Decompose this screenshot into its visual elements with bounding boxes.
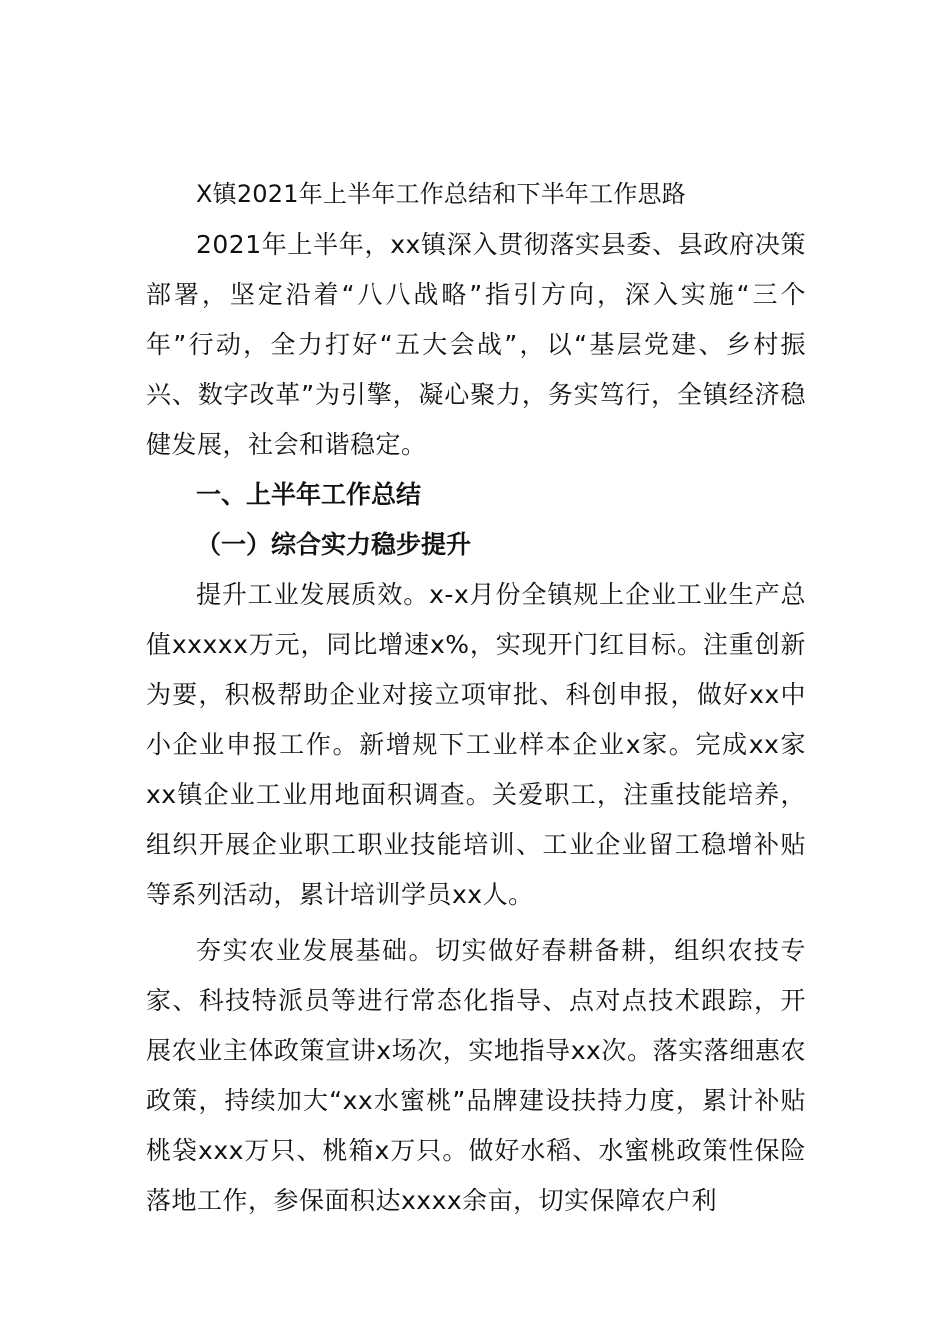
industry-paragraph: 提升工业发展质效。x-x月份全镇规上企业工业生产总值xxxxx万元，同比增速x%，实现开门红目标。注重创新为要，积极帮助企业对接立项审批、科创申报，做好xx中小企业申报工作。新增规下工业样本企业x家。完成xx家xx镇企业工业用地面积调查。关爱职工，注重技能培养，组织开展企业职工职业技能培训、工业企业留工稳增补贴等系列活动，累计培训学员xx人。 <box>146 580 806 909</box>
document-title: X镇2021年上半年工作总结和下半年工作思路 <box>196 180 686 208</box>
agriculture-paragraph: 夯实农业发展基础。切实做好春耕备耕，组织农技专家、科技特派员等进行常态化指导、点对点技术跟踪，开展农业主体政策宣讲x场次，实地指导xx次。落实落细惠农政策，持续加大“xx水蜜桃”品牌建设扶持力度，累计补贴桃袋xxx万只、桃箱x万只。做好水稻、水蜜桃政策性保险落地工作，参保面积达xxxx余亩，切实保障农户利 <box>146 936 806 1215</box>
subsection-heading: （一）综合实力稳步提升 <box>196 530 472 559</box>
intro-paragraph: 2021年上半年，xx镇深入贯彻落实县委、县政府决策部署，坚定沿着“八八战略”指引方向，深入实施“三个年”行动，全力打好“五大会战”，以“基层党建、乡村振兴、数字改革”为引擎，凝心聚力，务实笃行，全镇经济稳健发展，社会和谐稳定。 <box>146 230 806 459</box>
section-heading: 一、上半年工作总结 <box>196 480 422 509</box>
document-page <box>146 174 806 1226</box>
